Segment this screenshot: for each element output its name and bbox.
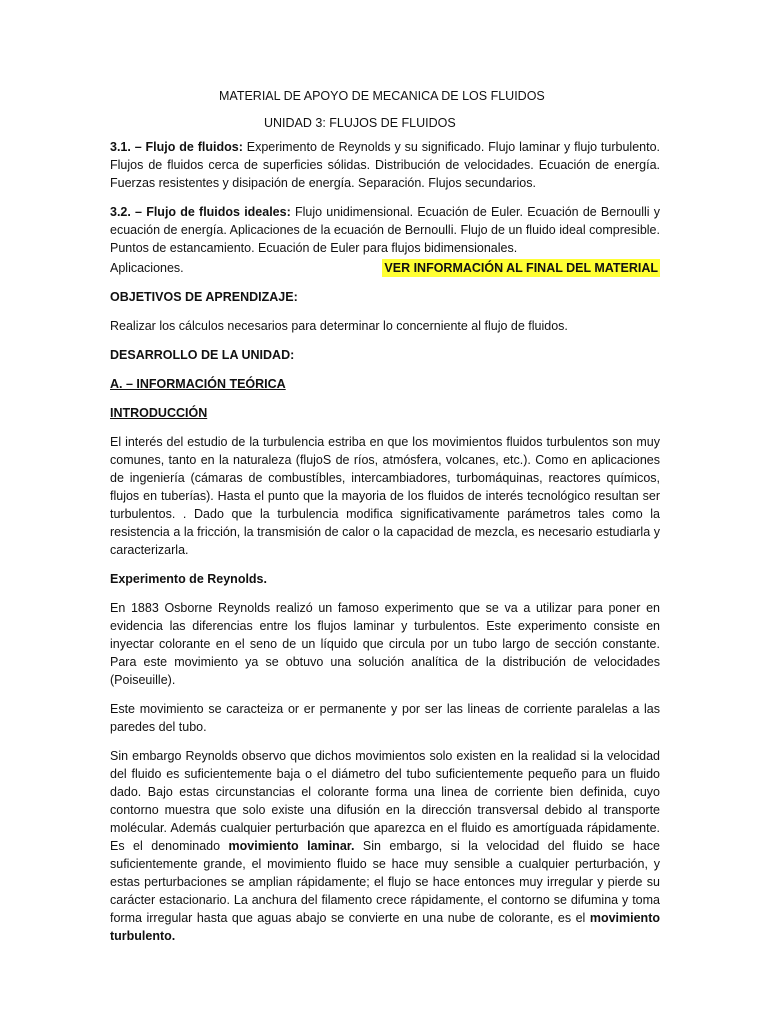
unit-title: UNIDAD 3: FLUJOS DE FLUIDOS xyxy=(264,116,456,130)
section-3-2-label: 3.2. – Flujo de fluidos ideales: xyxy=(110,205,291,219)
section-3-2 xyxy=(110,203,660,257)
theory-heading: A. – INFORMACIÓN TEÓRICA xyxy=(110,377,286,391)
development-heading: DESARROLLO DE LA UNIDAD: xyxy=(110,348,295,362)
turbulent-term: movimiento turbulento. xyxy=(110,911,660,943)
section-3-1 xyxy=(110,138,660,192)
laminar-term: movimiento laminar. xyxy=(228,839,355,853)
objectives-text: Realizar los cálculos necesarios para determinar lo concerniente al flujo de fluidos. xyxy=(110,319,568,333)
introduction-heading: INTRODUCCIÓN xyxy=(110,406,208,420)
reynolds-paragraph-1: En 1883 Osborne Reynolds realizó un famoso experimento que se va a utilizar para poner en evidencia las diferencias entre los flujos laminar y turbulentos. Este experimento consiste en inyectar colorante en el seno de un líquido que circula por un tubo largo de sección constante. Para este movimiento ya se obtuvo una solución analítica de la distribución de velocidades (Poiseuille). xyxy=(110,601,660,687)
reynolds-paragraph-2: Este movimiento se caracteiza or er permanente y por ser las lineas de corriente paralelas a las paredes del tubo. xyxy=(110,702,660,734)
section-3-2-last-line xyxy=(110,259,660,277)
section-3-1-label: 3.1. – Flujo de fluidos: xyxy=(110,140,243,154)
reynolds-p3-part-c: Sin embargo, si la velocidad del fluido se hace suficientemente grande, el movimiento fluido se hace muy sensible a cualquier perturbación, y estas perturbaciones se amplian rápidamente; el flujo se hace entonces muy irregular y pierde su carácter estacionario. La anchura del filamento crece rápidamente, el contorno se difumina y toma forma irregular hasta que aguas abajo se convierte en una nube de colorante, es el xyxy=(110,839,660,925)
reynolds-paragraph-3 xyxy=(110,747,660,945)
reynolds-heading: Experimento de Reynolds. xyxy=(110,572,267,586)
objectives-heading: OBJETIVOS DE APRENDIZAJE: xyxy=(110,290,298,304)
document-title: MATERIAL DE APOYO DE MECANICA DE LOS FLUIDOS xyxy=(219,89,545,103)
document-body xyxy=(110,138,660,956)
section-3-2-text: Flujo unidimensional. Ecuación de Euler. Ecuación de Bernoulli y ecuación de energía. Aplicaciones de la ecuación de Bernoulli. Flujo de un fluido ideal compresible. Puntos de estancamiento. Ecuación de Euler para flujos bidimensionales. xyxy=(110,205,661,255)
reynolds-p3-part-a: Sin embargo Reynolds observo que dichos movimientos solo existen en la realidad si la velocidad del fluido es suficientemente baja o el diámetro del tubo suficientemente pequeño para un fluido dado. Bajo estas circunstancias el colorante forma una linea de corriente bien definida, cuyo contorno muestra que solo existe una difusión en la dirección transversal debido al transporte molécular. Además cualquier perturbación que aparezca en el fluido es amortíguada rápidamente. Es el denominado xyxy=(110,749,660,853)
highlighted-note: VER INFORMACIÓN AL FINAL DEL MATERIAL xyxy=(384,261,658,275)
section-3-1-text: Experimento de Reynolds y su significado. Flujo laminar y flujo turbulento. Flujos de fluidos cerca de superficies sólidas. Distribución de velocidades. Ecuación de energía. Fuerzas resistentes y disipación de energía. Separación. Flujos secundarios. xyxy=(110,140,660,190)
section-3-2-last-word: Aplicaciones. xyxy=(110,261,184,275)
introduction-text: El interés del estudio de la turbulencia estriba en que los movimientos fluidos turbulentos son muy comunes, tanto en la naturaleza (flujoS de ríos, atmósfera, volcanes, etc.). Como en aplicaciones de ingeniería (cámaras de combustíbles, intercambiadores, turbomáquinas, reactores químicos, flujos en tuberías). Hasta el punto que la mayoria de los fluidos de interés tecnológico resultan ser turbulentos. . Dado que la turbulencia modifica significativamente parámetros tales como la resistencia a la fricción, la transmisión de calor o la capacidad de mezcla, es necesario estudiarla y caracterizarla. xyxy=(110,435,660,557)
